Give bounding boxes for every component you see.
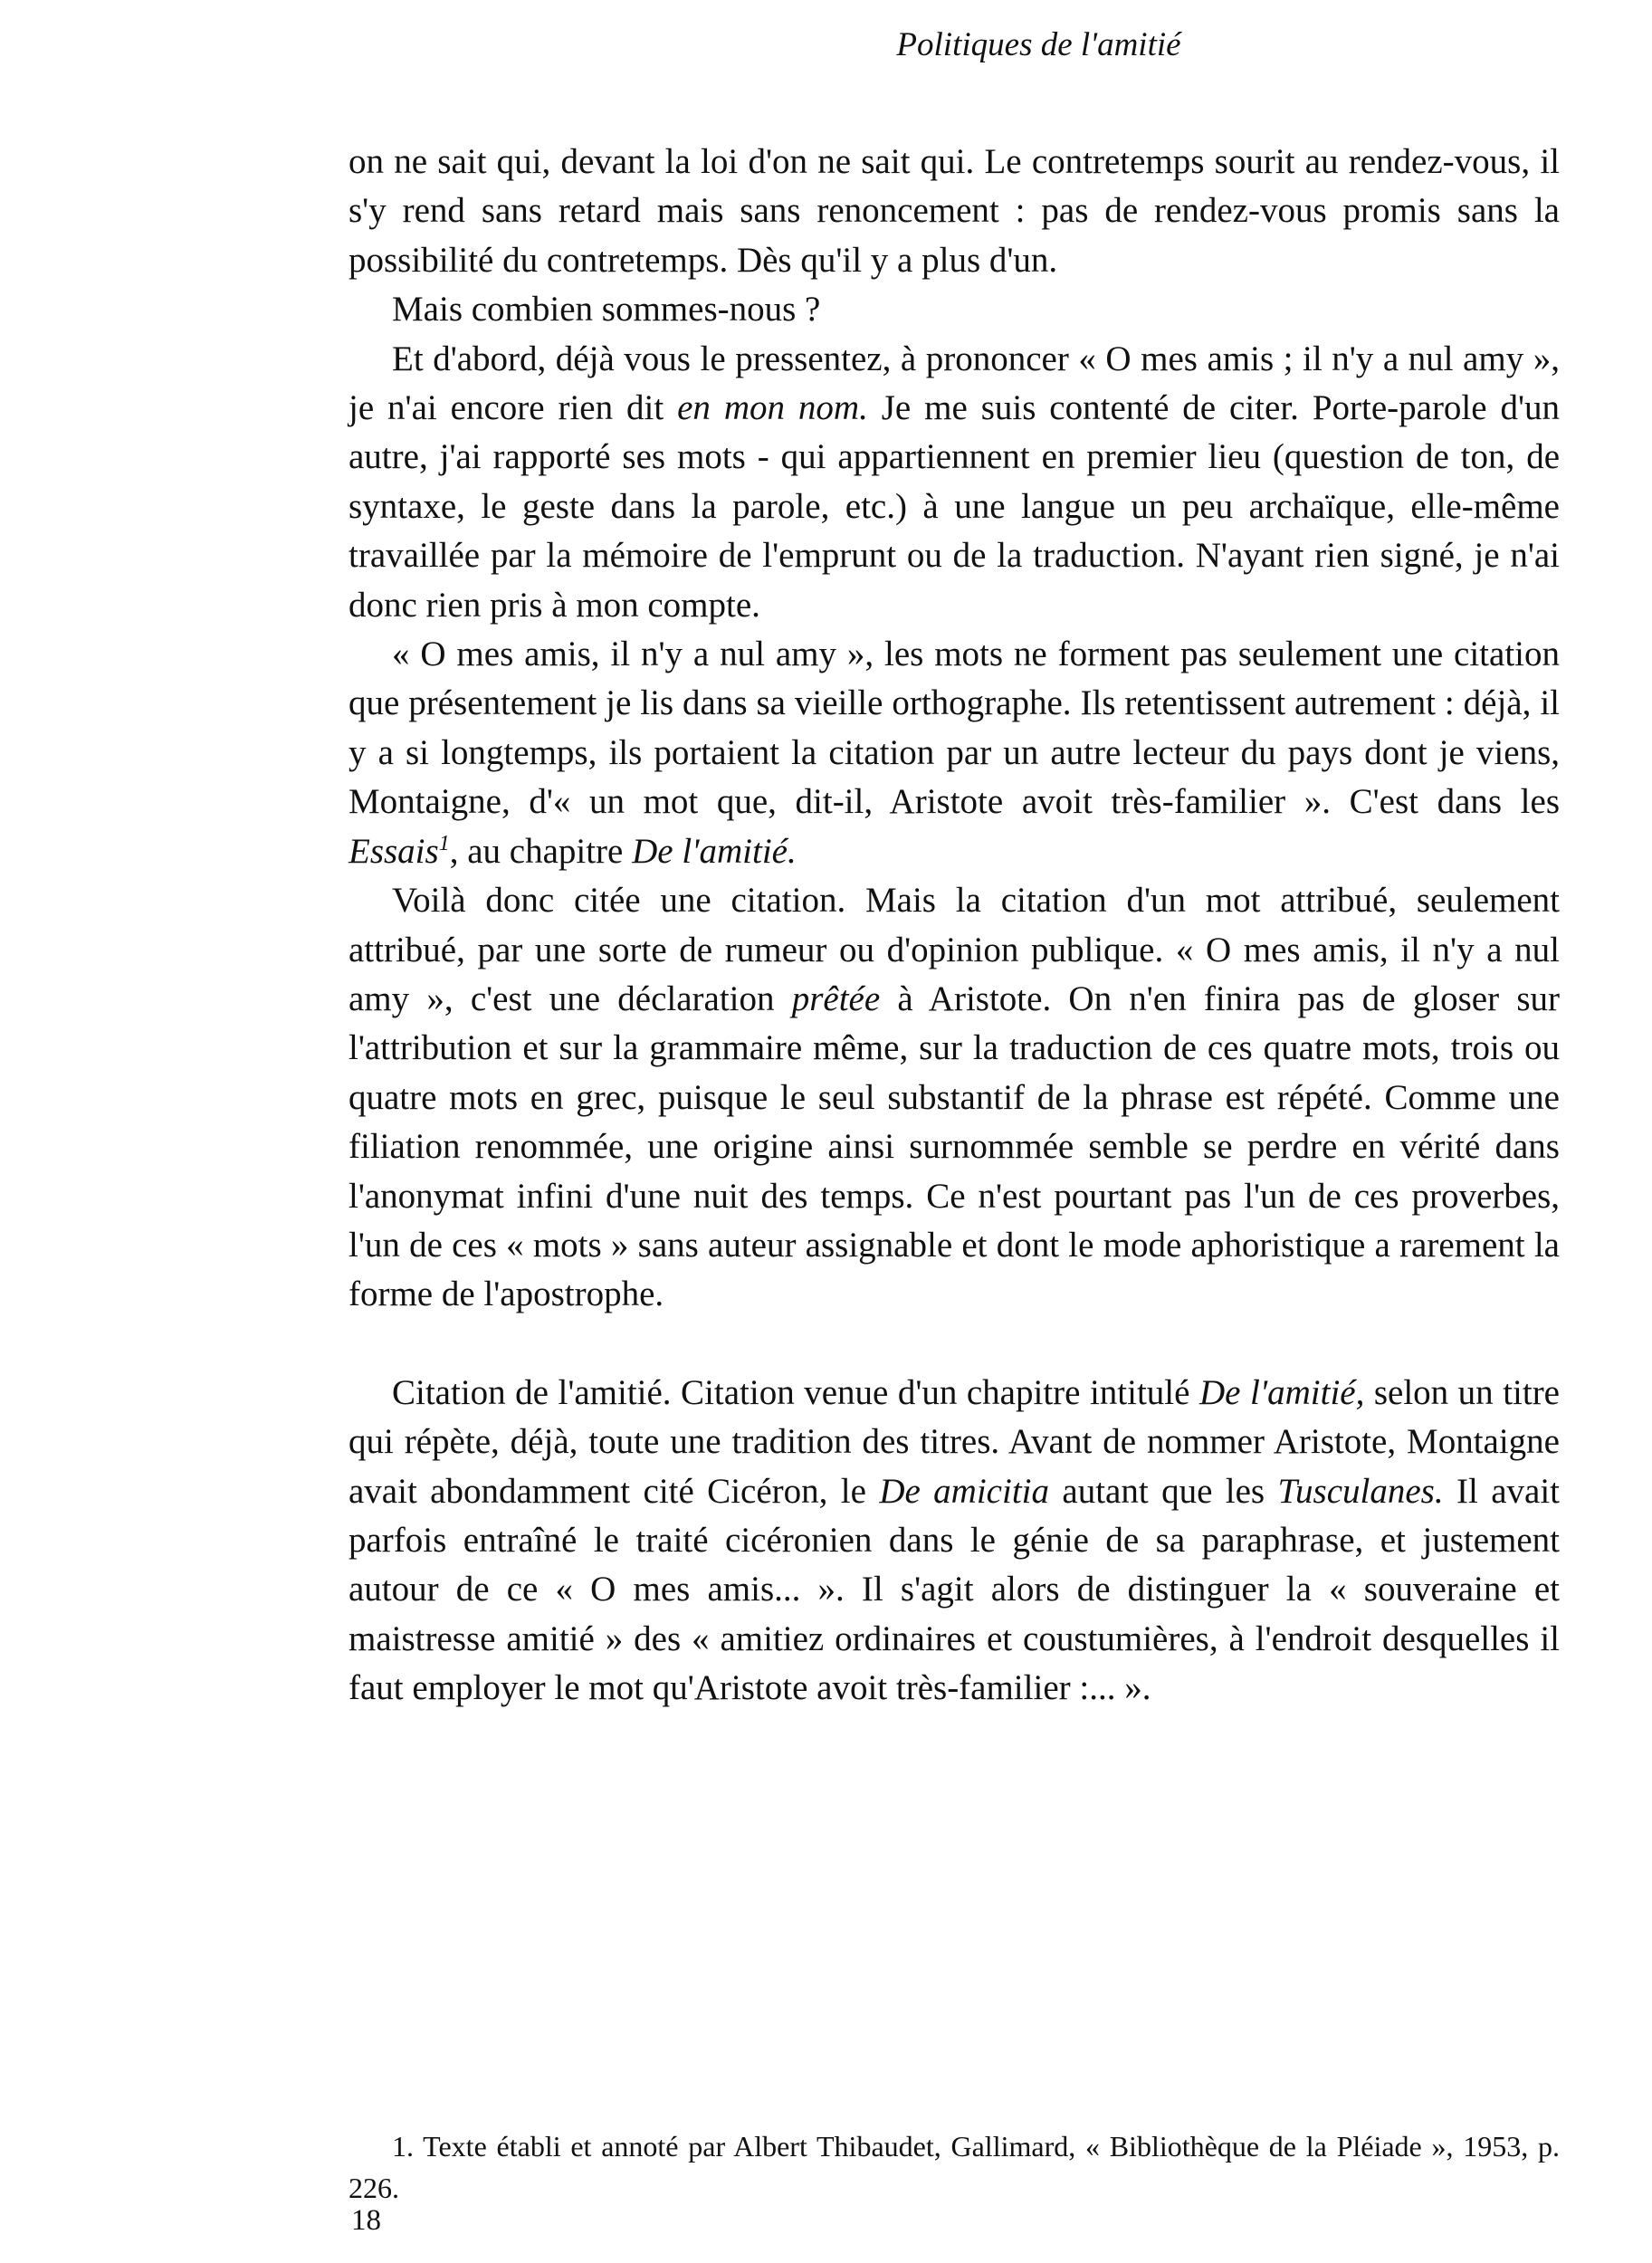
page-number: 18 xyxy=(351,2204,381,2237)
italic-text: De l'amitié. xyxy=(632,831,797,871)
text-run: on ne sait qui, devant la loi d'on ne sait qui. Le contretemps sourit au rendez-vous, il s'y rend sans retard mais sans renoncement : pas de rendez-vous promis sans la possibilité du contretemps. Dès qu'il y a plus d'un. xyxy=(349,142,1560,280)
italic-text: en mon nom. xyxy=(677,388,868,428)
paragraph xyxy=(349,138,1560,285)
paragraph xyxy=(349,876,1560,1320)
text-run: Je me suis contenté de citer. Porte-parole d'un autre, j'ai rapporté ses mots - qui appartiennent en premier lieu (question de ton, de syntaxe, le geste dans la parole, etc.) à une langue un peu archaïque, elle-même travaillée par la mémoire de l'emprunt ou de la traduction. N'ayant rien signé, je n'ai donc rien pris à mon compte. xyxy=(349,388,1561,625)
text-run: autant que les xyxy=(1049,1471,1278,1511)
text-run: Mais combien sommes-nous ? xyxy=(392,290,821,329)
text-run: Il avait parfois entraîné le traité cicéronien dans le génie de sa paraphrase, et justement autour de ce « O mes amis... ». Il s'agit alors de distinguer la « souveraine et maistresse amitié » des « amitiez ordinaires et coustumières, à l'endroit desquelles il faut employer le mot qu'Aristote avoit très-familier :... ». xyxy=(349,1471,1560,1708)
italic-text: Essais xyxy=(349,831,439,871)
footnote: 1. Texte établi et annoté par Albert Thibaudet, Gallimard, « Bibliothèque de la Pléiade », 1953, p. 226. xyxy=(349,2130,1560,2204)
text-run: , au chapitre xyxy=(449,831,633,871)
text-run: « O mes amis, il n'y a nul amy », les mots ne forment pas seulement une citation que présentement je lis dans sa vieille orthographe. Ils retentissent autrement : déjà, il y a si longtemps, ils portaient la citation par un autre lecteur du pays dont je viens, Montaigne, d'« un mot que, dit-il, Aristote avoit très-familier ». C'est dans les xyxy=(349,635,1560,822)
paragraph xyxy=(349,1369,1560,1714)
text-run: Et d'abord, déjà vous le pressentez, à prononcer « O mes amis ; il n'y a nul amy », je n'ai encore rien dit xyxy=(349,339,1560,428)
paragraph xyxy=(349,335,1560,630)
text-run: Voilà donc citée une citation. Mais la citation d'un mot attribué, seulement attribué, par une sorte de rumeur ou d'opinion publique. « O mes amis, il n'y a nul amy », c'est une déclaration xyxy=(349,881,1560,1018)
text-run: Citation de l'amitié. Citation venue d'un chapitre intitulé xyxy=(392,1372,1199,1412)
footnote-reference: 1 xyxy=(438,831,450,855)
paragraph xyxy=(349,630,1560,876)
text-run: à Aristote. On n'en finira pas de gloser sur l'attribution et sur la grammaire même, sur la traduction de ces quatre mots, trois ou quatre mots en grec, puisque le seul substantif de la phrase est répété. Comme une filiation renommée, une origine ainsi surnommée semble se perdre en vérité dans l'anonymat infini d'une nuit des temps. Ce n'est pourtant pas l'un de ces proverbes, l'un de ces « mots » sans auteur assignable et dont le mode aphoristique a rarement la forme de l'apostrophe. xyxy=(349,979,1560,1314)
italic-text: De l'amitié, xyxy=(1198,1372,1365,1412)
running-title: Politiques de l'amitié xyxy=(896,26,1181,63)
body-text xyxy=(349,138,1560,1714)
italic-text: prêtée xyxy=(791,979,881,1018)
italic-text: Tusculanes. xyxy=(1277,1471,1444,1511)
italic-text: De amicitia xyxy=(879,1471,1049,1511)
text-run: selon un titre qui répète, déjà, toute une tradition des titres. Avant de nommer Aristote, Montaigne avait abondamment cité Cicéron, le xyxy=(349,1372,1560,1511)
paragraph xyxy=(349,285,1560,334)
